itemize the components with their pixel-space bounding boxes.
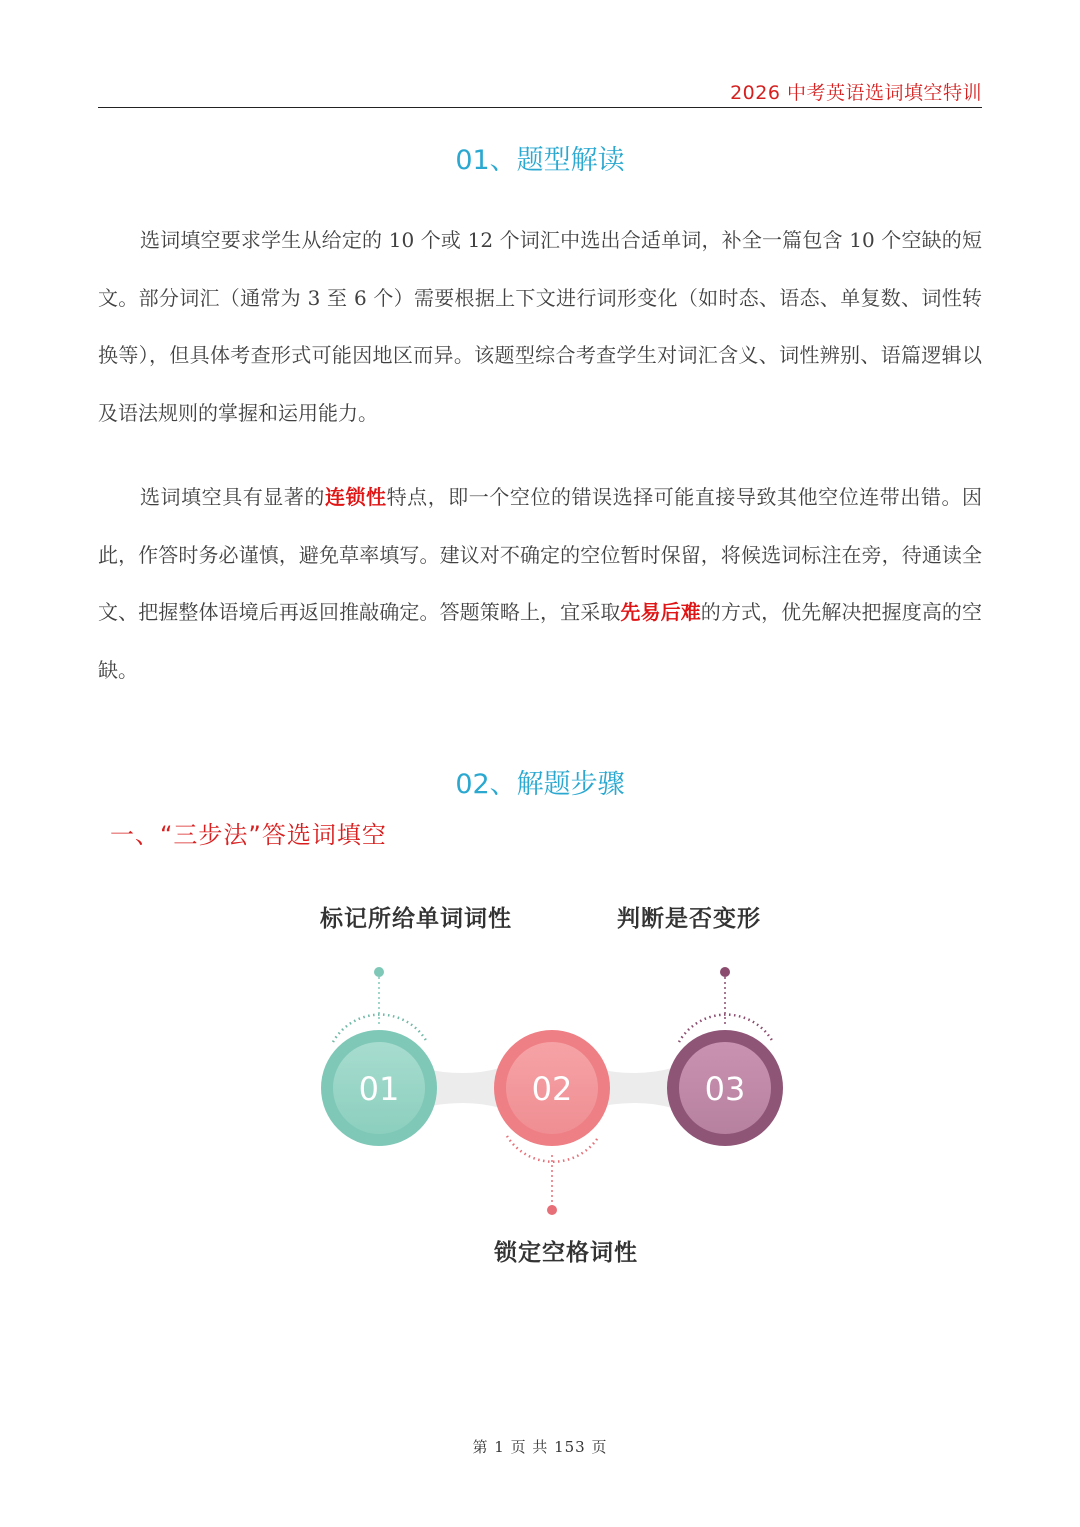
header-divider (98, 107, 982, 108)
strategy-text-1: 选词填空具有显著的 (140, 485, 325, 509)
highlight-chain-property: 连锁性 (324, 485, 387, 509)
header-title: 2026 中考英语选词填空特训 (730, 82, 982, 104)
strategy-paragraph (98, 469, 982, 699)
step-1-pointer-dot (374, 967, 384, 977)
step-2-label: 锁定空格词性 (494, 1240, 638, 1266)
strategy-text-2: 特点，即一个空位的错误选择可能直接导致其他空位连带出错。因此，作答时务必谨慎，避免草率填写。建议对不确定的空位暂时保留，将候选词标注在旁，待通读全文、把握整体语境后再返回推敲确定。答题策略上，宜采取 (98, 485, 983, 624)
step-3-number: 03 (704, 1070, 746, 1108)
page-footer: 第 1 页 共 153 页 (472, 1438, 608, 1456)
section-title-question-type: 01、题型解读 (455, 145, 625, 176)
step-2-number: 02 (531, 1070, 573, 1108)
section-title-steps: 02、解题步骤 (455, 769, 625, 800)
step-2-pointer-dot (547, 1205, 557, 1215)
strategy-text-3: 的方式，优先解决把握度高的空缺。 (98, 600, 983, 682)
three-step-heading: 一、“三步法”答选词填空 (110, 821, 387, 849)
step-3-label: 判断是否变形 (617, 906, 761, 932)
step-1-number: 01 (358, 1070, 400, 1108)
step-3-pointer-dot (720, 967, 730, 977)
three-step-diagram (300, 950, 800, 1230)
step-1-label: 标记所给单词词性 (320, 906, 512, 932)
intro-paragraph: 选词填空要求学生从给定的 10 个或 12 个词汇中选出合适单词，补全一篇包含 10 个空缺的短文。部分词汇（通常为 3 至 6 个）需要根据上下文进行词形变化（如时态、语态、单复数、词性转换等），但具体考查形式可能因地区而异。该题型综合考查学生对词汇含义、词性辨别、语篇逻辑以及语法规则的掌握和运用能力。 (98, 228, 982, 425)
highlight-easy-first: 先易后难 (620, 600, 701, 624)
